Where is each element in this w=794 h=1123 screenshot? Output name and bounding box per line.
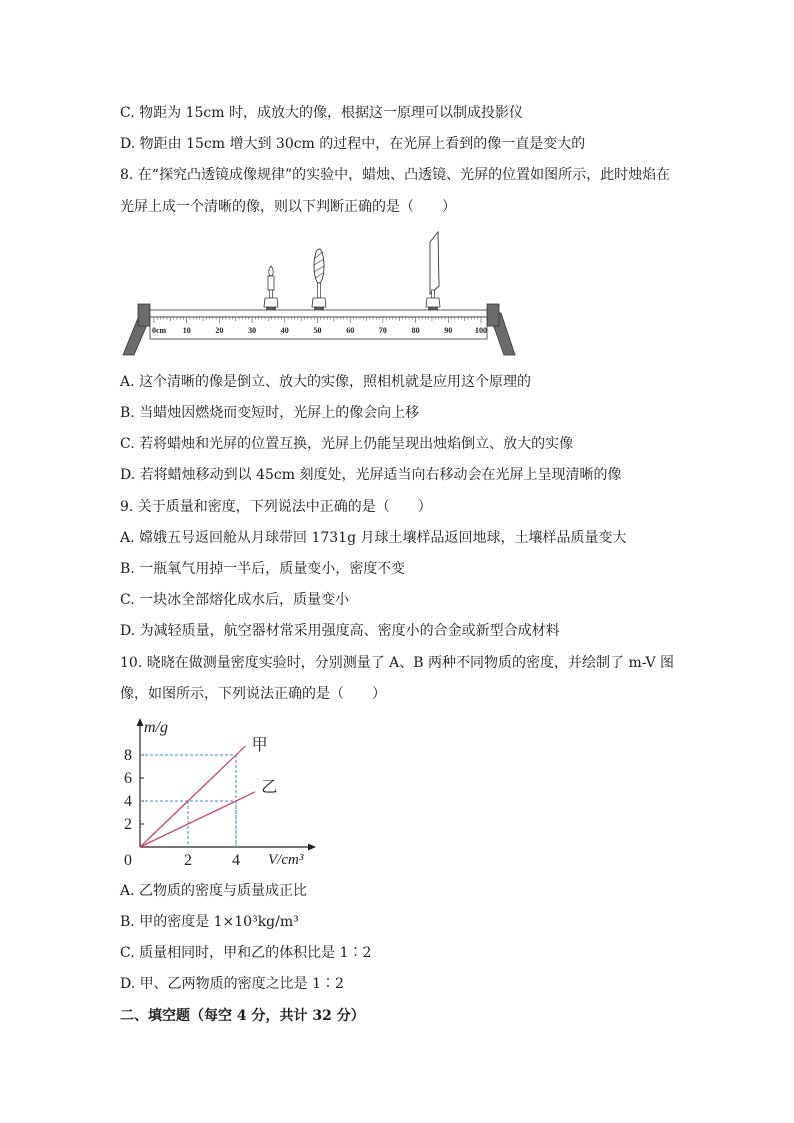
ruler-label: 0cm [152, 326, 167, 335]
y-tick-label: 6 [124, 770, 132, 787]
x-tick-label: 2 [184, 852, 192, 869]
q10-option-d: D. 甲、乙两物质的密度之比是 1∶2 [120, 976, 344, 992]
q10-option-a: A. 乙物质的密度与质量成正比 [120, 883, 308, 899]
x-axis-label: V/cm³ [268, 852, 304, 868]
series-label-jia: 甲 [251, 736, 268, 754]
q10-option-b: B. 甲的密度是 1×10³kg/m³ [120, 914, 299, 930]
y-tick-label: 8 [124, 747, 132, 764]
screen-panel [430, 232, 439, 294]
candle [264, 266, 278, 310]
x-axis-arrow [308, 844, 316, 851]
candle-body [268, 276, 274, 290]
candle-holder [264, 298, 278, 307]
ruler-label: 20 [215, 326, 224, 335]
section-2-title: 二、填空题（每空 4 分，共计 32 分） [120, 1008, 365, 1024]
q10-stem-line1: 10. 晓晓在做测量密度实验时，分别测量了 A、B 两种不同物质的密度，并绘制了 m-V 图 [120, 655, 675, 671]
ruler-label: 100 [475, 326, 487, 335]
q7-option-d: D. 物距由 15cm 增大到 30cm 的过程中，在光屏上看到的像一直是变大的 [120, 136, 586, 152]
q10-stem-line2: 像，如图所示，下列说法正确的是（ ） [120, 686, 386, 702]
y-tick-label: 2 [124, 816, 132, 833]
q8-option-a: A. 这个清晰的像是倒立、放大的实像，照相机就是应用这个原理的 [120, 374, 532, 390]
ruler-label: 70 [378, 326, 387, 335]
ruler-label: 50 [313, 326, 322, 335]
y-axis-arrow [137, 718, 144, 726]
candle-flame [269, 266, 274, 276]
series-label-yi: 乙 [261, 778, 278, 796]
q9-option-a: A. 嫦娥五号返回舱从月球带回 1731g 月球土壤样品返回地球，土壤样品质量变大 [120, 530, 627, 546]
ruler-label: 10 [182, 326, 191, 335]
y-tick-label: 4 [124, 793, 132, 810]
bench-left-post [138, 304, 150, 326]
ruler-label: 80 [411, 326, 420, 335]
q9-option-d: D. 为减轻质量，航空器材常采用强度高、密度小的合金或新型合成材料 [120, 623, 560, 639]
x-tick-label: 0 [124, 852, 132, 869]
convex-lens [312, 249, 326, 310]
y-axis-label: m/g [144, 719, 168, 736]
q8-stem-line1: 8. 在“探究凸透镜成像规律”的实验中，蜡烛、凸透镜、光屏的位置如图所示，此时烛焰在 [120, 167, 671, 183]
q10-option-c: C. 质量相同时，甲和乙的体积比是 1∶2 [120, 945, 372, 961]
q8-option-b: B. 当蜡烛因燃烧而变短时，光屏上的像会向上移 [120, 405, 420, 421]
x-tick-label: 4 [232, 852, 240, 869]
bench-right-post [487, 304, 499, 326]
q8-option-d: D. 若将蜡烛移动到以 45cm 刻度处，光屏适当向右移动会在光屏上呈现清晰的像 [120, 467, 622, 483]
bench-rail-top [150, 310, 487, 317]
ruler-label: 40 [280, 326, 289, 335]
series-line-yi [140, 792, 255, 847]
q7-option-c: C. 物距为 15cm 时，成放大的像，根据这一原理可以制成投影仪 [120, 105, 523, 121]
series-line-jia [140, 746, 246, 847]
ruler-label: 60 [346, 326, 355, 335]
optical-bench-figure [118, 228, 518, 358]
q9-stem: 9. 关于质量和密度，下列说法中正确的是（ ） [120, 499, 432, 515]
q8-stem-line2: 光屏上成一个清晰的像，则以下判断正确的是（ ） [120, 199, 456, 215]
q8-option-c: C. 若将蜡烛和光屏的位置互换，光屏上仍能呈现出烛焰倒立、放大的实像 [120, 436, 574, 452]
ruler-label: 90 [444, 326, 453, 335]
q9-option-b: B. 一瓶氧气用掉一半后，质量变小，密度不变 [120, 561, 406, 577]
ruler-label: 30 [248, 326, 257, 335]
light-screen [426, 232, 440, 310]
m-v-chart [112, 712, 322, 872]
q9-option-c: C. 一块冰全部熔化成水后，质量变小 [120, 592, 350, 608]
